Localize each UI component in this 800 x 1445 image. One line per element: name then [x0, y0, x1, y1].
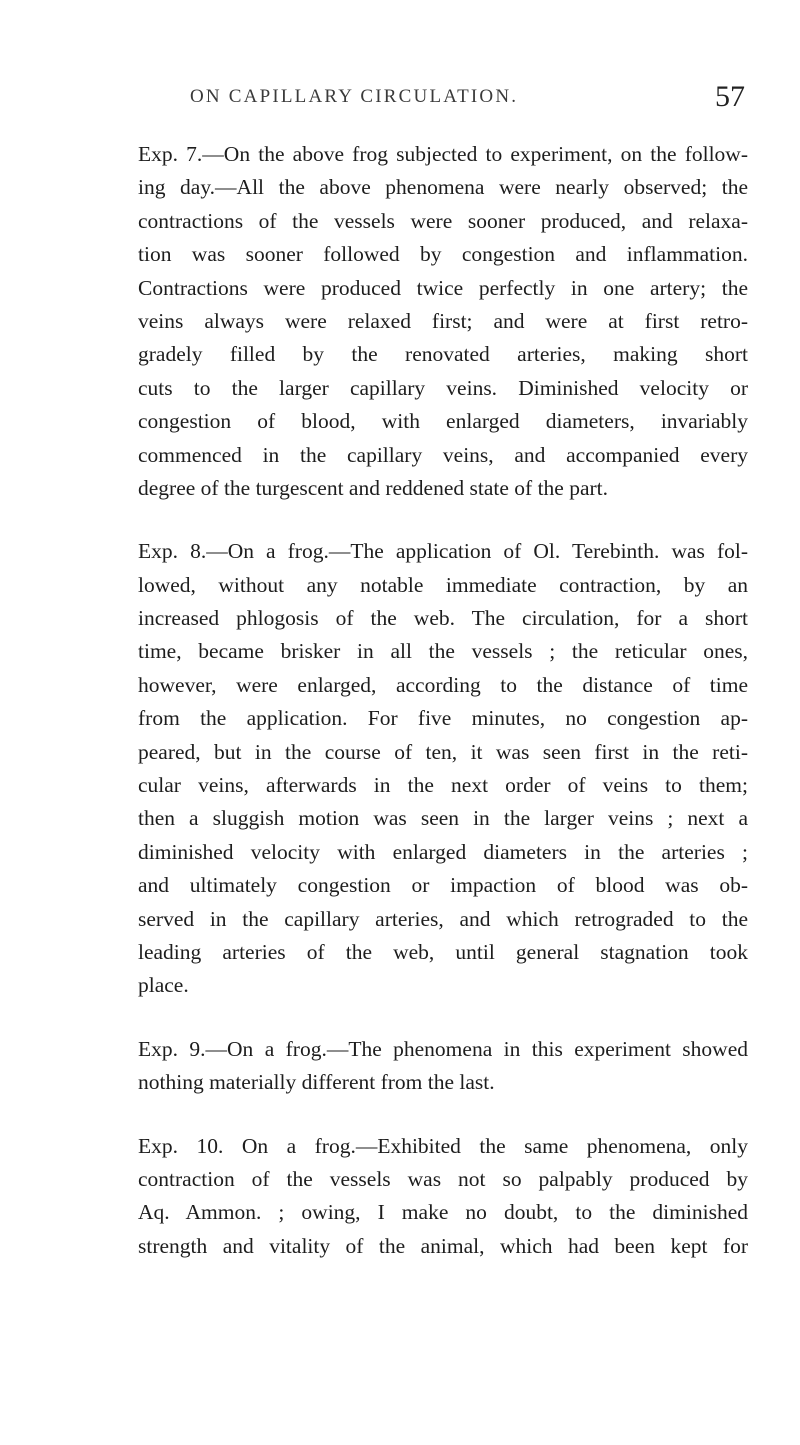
text-line: Exp. 8.—On a frog.—The application of Ol. Terebinth. was fol- — [138, 539, 748, 564]
text-line: Exp. 10. On a frog.—Exhibited the same phenomena, only — [138, 1133, 748, 1158]
text-line: tion was sooner followed by congestion and inflammation. — [138, 242, 748, 267]
text-line: Contractions were produced twice perfectly in one artery; the — [138, 275, 748, 300]
page-number: 57 — [715, 80, 745, 113]
text-line: however, were enlarged, according to the distance of time — [138, 672, 748, 697]
text-line: leading arteries of the web, until general stagnation took — [138, 939, 748, 964]
text-line: lowed, without any notable immediate contraction, by an — [138, 572, 748, 597]
text-line: degree of the turgescent and reddened state of the part. — [138, 475, 609, 500]
text-line: place. — [138, 973, 189, 998]
text-line: veins always were relaxed first; and were at first retro- — [138, 308, 748, 333]
text-line: and ultimately congestion or impaction of blood was ob- — [138, 873, 748, 898]
text-line: nothing materially different from the last. — [138, 1070, 495, 1095]
text-line: served in the capillary arteries, and which retrograded to the — [138, 906, 748, 931]
running-title: ON CAPILLARY CIRCULATION. — [190, 86, 519, 107]
text-line: Exp. 7.—On the above frog subjected to experiment, on the follow- — [138, 142, 748, 166]
text-line: cular veins, afterwards in the next order of veins to them; — [138, 773, 748, 798]
paragraph-exp-7 — [120, 138, 748, 505]
text-line: ing day.—All the above phenomena were nearly observed; the — [138, 175, 748, 200]
paragraph-exp-9 — [120, 1033, 748, 1100]
text-line: commenced in the capillary veins, and accompanied every — [138, 442, 748, 467]
text-line: increased phlogosis of the web. The circulation, for a short — [138, 606, 748, 631]
page-header — [190, 80, 745, 126]
text-line: time, became brisker in all the vessels ; the reticular ones, — [138, 639, 748, 664]
text-line: Exp. 9.—On a frog.—The phenomena in this experiment showed — [138, 1036, 748, 1061]
body-text — [120, 138, 748, 1263]
text-line: from the application. For five minutes, no congestion ap- — [138, 706, 748, 731]
text-line: gradely filled by the renovated arteries, making short — [138, 342, 748, 367]
text-line: contraction of the vessels was not so palpably produced by — [138, 1166, 748, 1191]
text-line: diminished velocity with enlarged diameters in the arteries ; — [138, 839, 748, 864]
paragraph-exp-10 — [120, 1130, 748, 1264]
text-line: then a sluggish motion was seen in the larger veins ; next a — [138, 806, 748, 831]
text-line: peared, but in the course of ten, it was seen first in the reti- — [138, 739, 748, 764]
text-line: strength and vitality of the animal, which had been kept for — [138, 1233, 748, 1258]
text-line: congestion of blood, with enlarged diameters, invariably — [138, 409, 748, 434]
text-line: contractions of the vessels were sooner produced, and relaxa- — [138, 208, 748, 233]
text-line: Aq. Ammon. ; owing, I make no doubt, to the diminished — [138, 1200, 748, 1225]
paragraph-exp-8 — [120, 535, 748, 1002]
text-line: cuts to the larger capillary veins. Diminished velocity or — [138, 375, 748, 400]
